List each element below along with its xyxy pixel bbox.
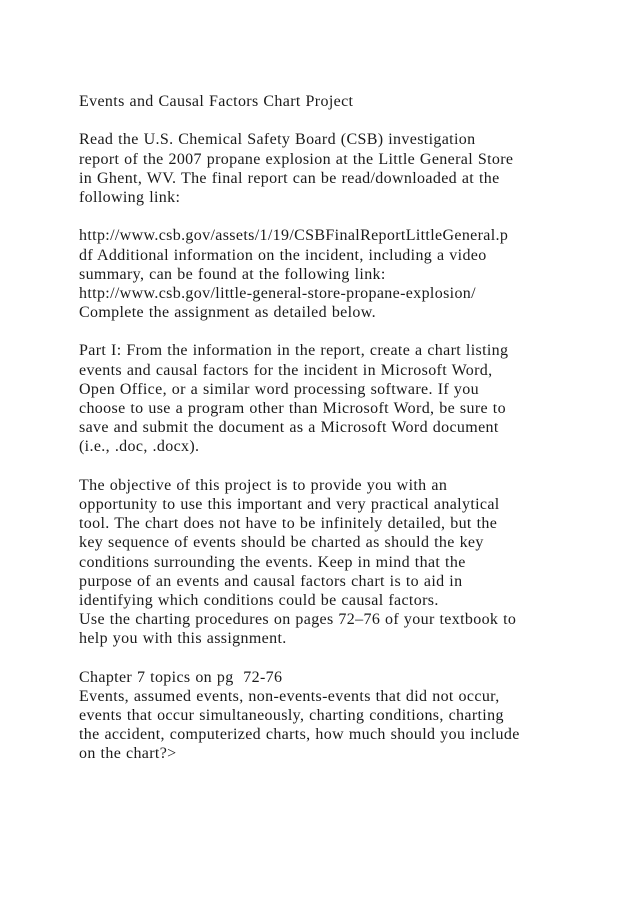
paragraph-gap <box>79 322 619 341</box>
intro-line: Read the U.S. Chemical Safety Board (CSB) investigation <box>79 131 476 149</box>
links-text-line: summary, can be found at the following link: <box>79 265 386 283</box>
paragraph-gap <box>79 457 619 476</box>
part1-line: Open Office, or a similar word processing software. If you <box>79 380 479 398</box>
part1-paragraph <box>79 341 619 456</box>
objective-line: identifying which conditions could be causal factors. <box>79 591 439 609</box>
chapter-line: Events, assumed events, non-events-events that did not occur, <box>79 687 500 705</box>
paragraph-gap <box>79 111 619 130</box>
intro-line: following link: <box>79 188 181 206</box>
video-link-line: http://www.csb.gov/little-general-store-propane-explosion/ <box>79 284 476 302</box>
part1-line: choose to use a program other than Microsoft Word, be sure to <box>79 400 506 417</box>
chapter-paragraph <box>79 668 619 764</box>
objective-line: help you with this assignment. <box>79 630 287 648</box>
links-paragraph <box>79 226 619 322</box>
objective-line: tool. The chart does not have to be infinitely detailed, but the <box>79 515 498 533</box>
objective-line: purpose of an events and causal factors chart is to aid in <box>79 572 463 590</box>
objective-line: Use the charting procedures on pages 72–76 of your textbook to <box>79 611 517 629</box>
intro-line: report of the 2007 propane explosion at the Little General Store <box>79 150 514 168</box>
objective-line: key sequence of events should be charted as should the key <box>79 534 484 552</box>
objective-paragraph <box>79 476 619 649</box>
report-link-line: df Additional information on the incident, including a video <box>79 246 487 264</box>
chapter-line: events that occur simultaneously, charting conditions, charting <box>79 707 504 724</box>
part1-line: save and submit the document as a Microsoft Word document <box>79 419 499 437</box>
intro-line: in Ghent, WV. The final report can be read/downloaded at the <box>79 169 500 187</box>
objective-line: opportunity to use this important and very practical analytical <box>79 495 500 513</box>
part1-line: Part I: From the information in the report, create a chart listing <box>79 342 509 360</box>
objective-line: conditions surrounding the events. Keep in mind that the <box>79 553 466 571</box>
part1-line: (i.e., .doc, .docx). <box>79 438 200 456</box>
part1-line: events and causal factors for the incident in Microsoft Word, <box>79 361 493 379</box>
document-body <box>79 92 619 764</box>
document-title: Events and Causal Factors Chart Project <box>79 93 354 110</box>
chapter-line: the accident, computerized charts, how much should you include <box>79 726 520 744</box>
chapter-line: on the chart?> <box>79 745 177 763</box>
paragraph-gap <box>79 207 619 226</box>
objective-line: The objective of this project is to provide you with an <box>79 476 448 494</box>
links-text-line: Complete the assignment as detailed below. <box>79 304 376 322</box>
chapter-line: Chapter 7 topics on pg 72-76 <box>79 668 283 686</box>
paragraph-gap <box>79 648 619 667</box>
intro-paragraph <box>79 130 619 207</box>
report-link-line: http://www.csb.gov/assets/1/19/CSBFinalReportLittleGeneral.p <box>79 227 509 245</box>
